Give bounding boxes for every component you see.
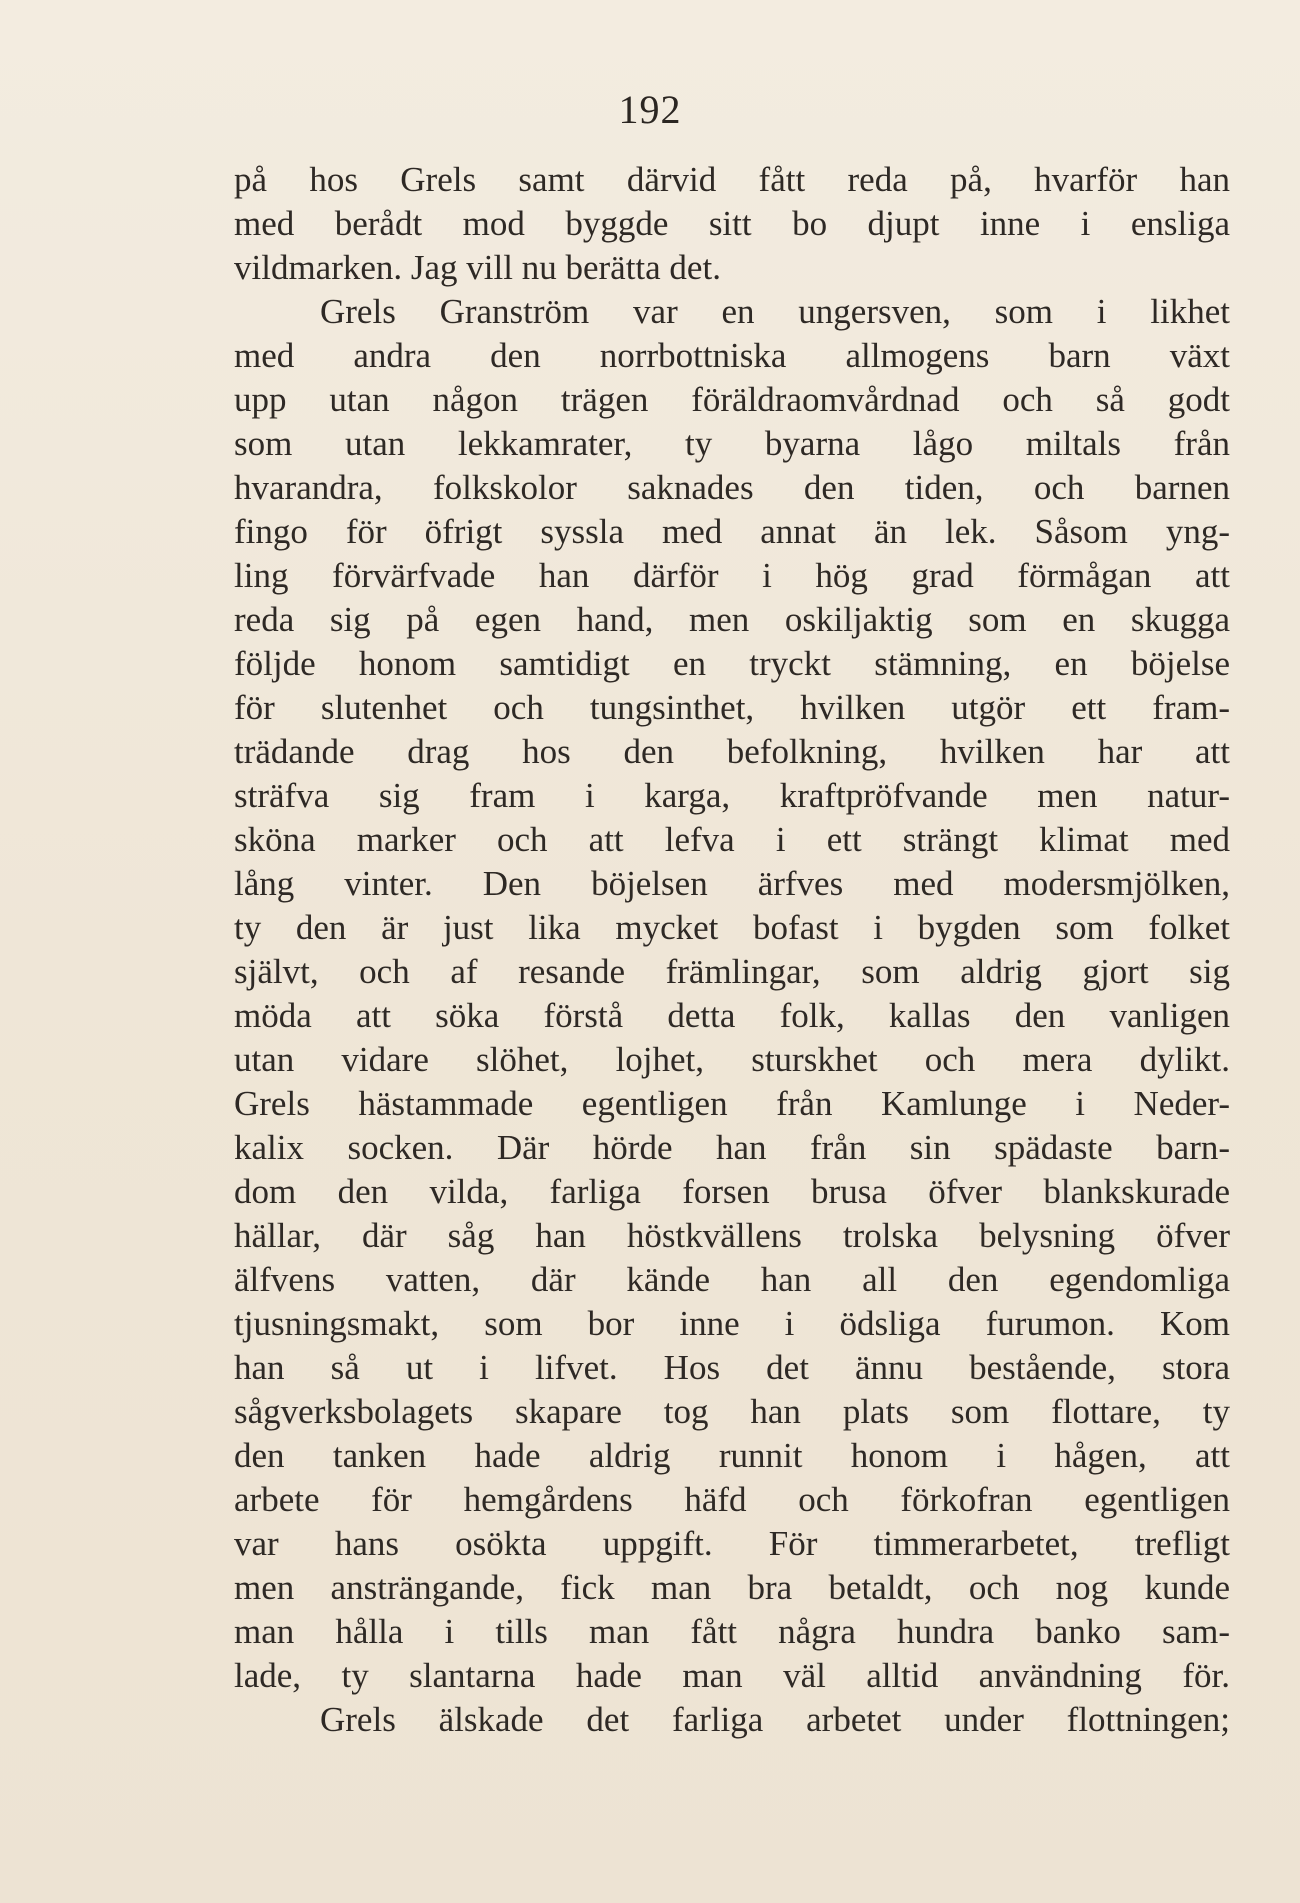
text-line: Grels hästammade egentligen från Kamlunge i Neder- xyxy=(234,1084,1230,1123)
text-line: för slutenhet och tungsinthet, hvilken utgör ett fram- xyxy=(234,688,1230,727)
text-line: hällar, där såg han höstkvällens trolska belysning öfver xyxy=(234,1216,1230,1255)
text-line: älfvens vatten, där kände han all den egendomliga xyxy=(234,1260,1230,1299)
text-line: kalix socken. Där hörde han från sin spädaste barn- xyxy=(234,1128,1230,1167)
text-line: följde honom samtidigt en tryckt stämning, en böjelse xyxy=(234,644,1230,683)
text-line: som utan lekkamrater, ty byarna lågo miltals från xyxy=(234,424,1230,463)
text-line: utan vidare slöhet, lojhet, sturskhet och mera dylikt. xyxy=(234,1040,1230,1079)
body-text xyxy=(234,158,1230,1742)
text-line: ling förvärfvade han därför i hög grad förmågan att xyxy=(234,556,1230,595)
text-line: men ansträngande, fick man bra betaldt, och nog kunde xyxy=(234,1568,1230,1607)
text-line: arbete för hemgårdens häfd och förkofran egentligen xyxy=(234,1480,1230,1519)
text-line: självt, och af resande främlingar, som aldrig gjort sig xyxy=(234,952,1230,991)
text-line: lade, ty slantarna hade man väl alltid användning för. xyxy=(234,1656,1230,1695)
text-line: reda sig på egen hand, men oskiljaktig som en skugga xyxy=(234,600,1230,639)
text-line: man hålla i tills man fått några hundra banko sam- xyxy=(234,1612,1230,1651)
text-line: Grels älskade det farliga arbetet under flottningen; xyxy=(320,1700,1230,1739)
text-line: Grels Granström var en ungersven, som i likhet xyxy=(320,292,1230,331)
text-line: tjusningsmakt, som bor inne i ödsliga furumon. Kom xyxy=(234,1304,1230,1343)
text-line: han så ut i lifvet. Hos det ännu bestående, stora xyxy=(234,1348,1230,1387)
page-number: 192 xyxy=(618,87,682,132)
text-line: var hans osökta uppgift. För timmerarbetet, trefligt xyxy=(234,1524,1230,1563)
text-line: möda att söka förstå detta folk, kallas den vanligen xyxy=(234,996,1230,1035)
text-line: hvarandra, folkskolor saknades den tiden, och barnen xyxy=(234,468,1230,507)
text-line: fingo för öfrigt syssla med annat än lek. Såsom yng- xyxy=(234,512,1230,551)
text-line: på hos Grels samt därvid fått reda på, hvarför han xyxy=(234,160,1230,199)
text-line: den tanken hade aldrig runnit honom i hågen, att xyxy=(234,1436,1230,1475)
text-line: ty den är just lika mycket bofast i bygden som folket xyxy=(234,908,1230,947)
text-line: sågverksbolagets skapare tog han plats som flottare, ty xyxy=(234,1392,1230,1431)
text-line: lång vinter. Den böjelsen ärfves med modersmjölken, xyxy=(234,864,1230,903)
text-line: med andra den norrbottniska allmogens barn växt xyxy=(234,336,1230,375)
text-line: trädande drag hos den befolkning, hvilken har att xyxy=(234,732,1230,771)
text-line: upp utan någon trägen föräldraomvårdnad och så godt xyxy=(234,380,1230,419)
text-line: sköna marker och att lefva i ett strängt klimat med xyxy=(234,820,1230,859)
text-line: med berådt mod byggde sitt bo djupt inne i ensliga xyxy=(234,204,1230,243)
text-line: vildmarken. Jag vill nu berätta det. xyxy=(234,248,721,287)
text-line: sträfva sig fram i karga, kraftpröfvande men natur- xyxy=(234,776,1230,815)
text-line: dom den vilda, farliga forsen brusa öfver blankskurade xyxy=(234,1172,1230,1211)
